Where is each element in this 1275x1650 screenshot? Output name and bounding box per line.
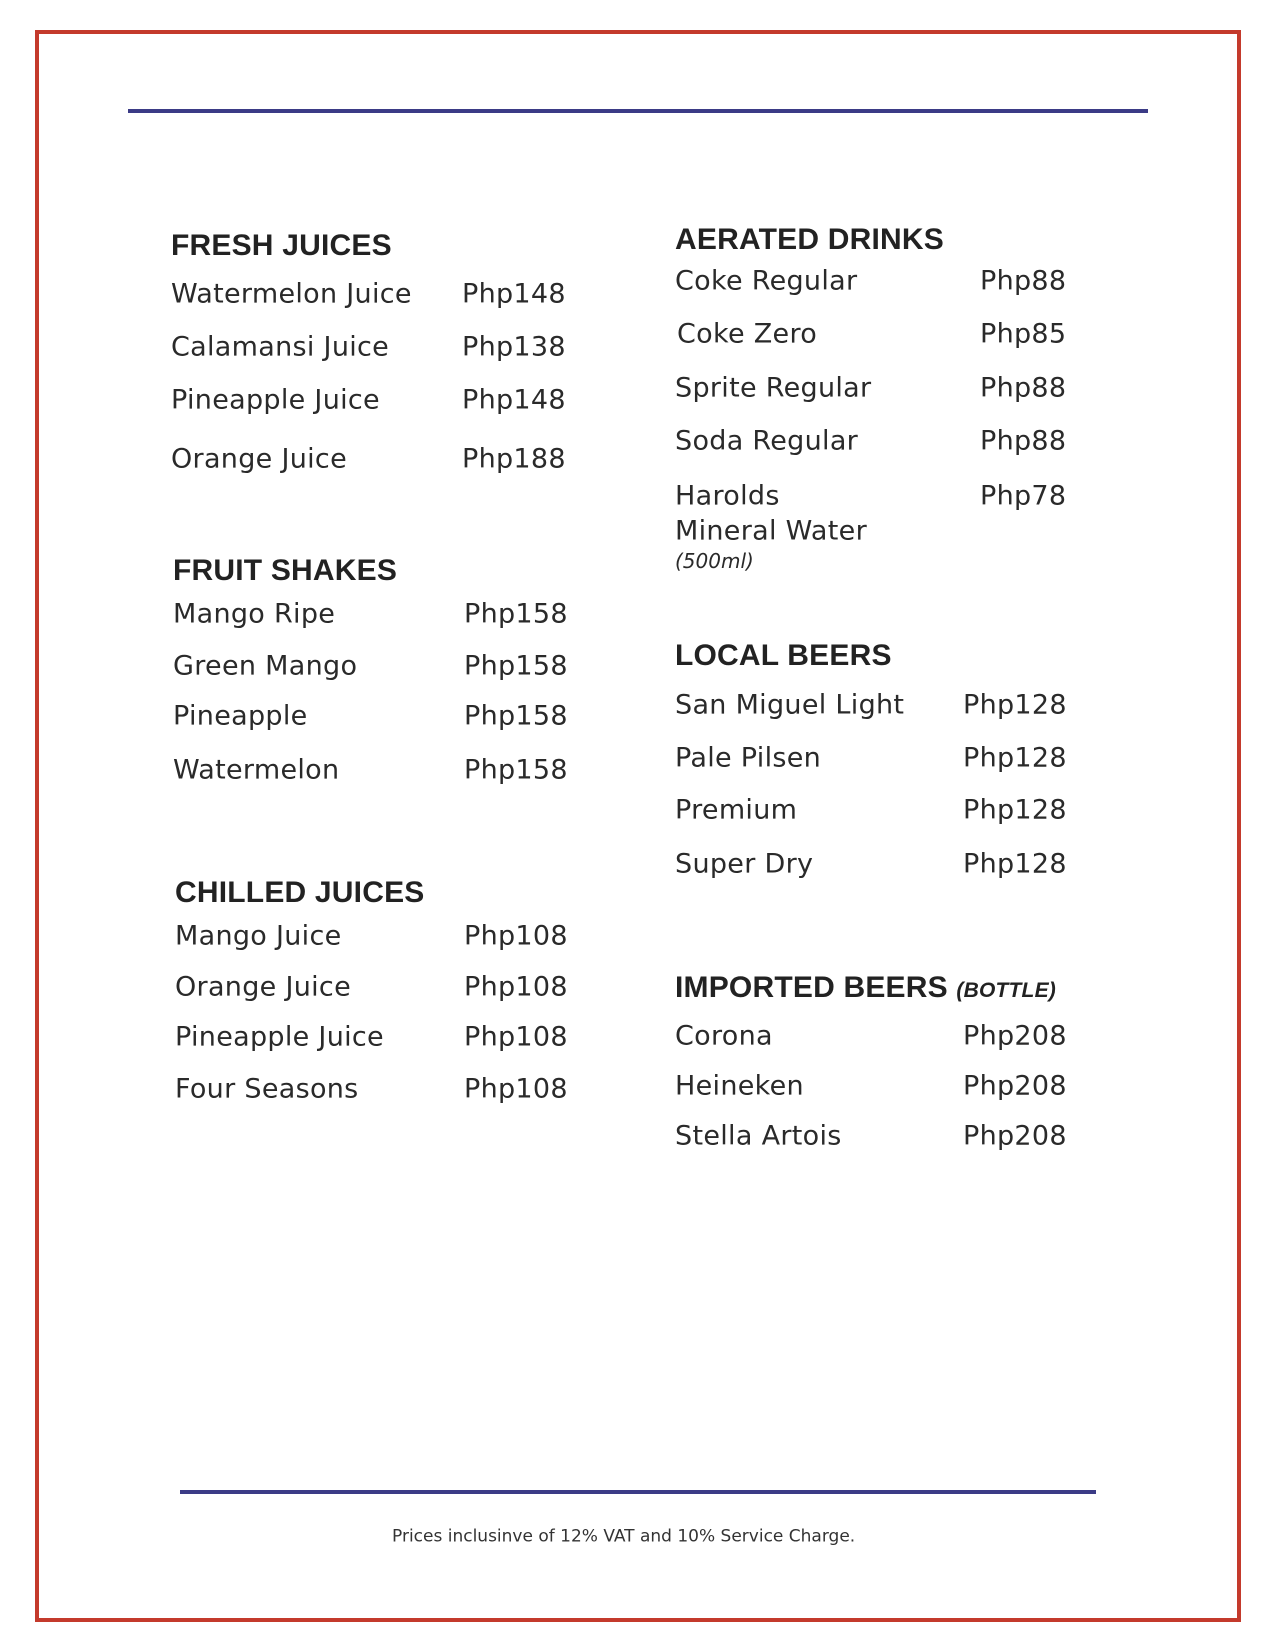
item-price: Php188	[462, 443, 566, 475]
item-price: Php108	[464, 1073, 568, 1105]
item-name: Mango Ripe	[173, 598, 336, 630]
item-name: Pineapple Juice	[171, 384, 380, 416]
item-name: Super Dry	[675, 848, 814, 880]
section-heading: FRUIT SHAKES	[173, 554, 398, 587]
item-name: Orange Juice	[175, 971, 351, 1003]
item-price: Php88	[980, 372, 1067, 404]
top-divider	[128, 109, 1148, 113]
item-price: Php128	[963, 848, 1067, 880]
item-name: Sprite Regular	[675, 372, 872, 404]
item-name: Watermelon	[173, 754, 340, 786]
item-price: Php158	[464, 754, 568, 786]
section-heading: CHILLED JUICES	[175, 876, 425, 909]
item-price: Php158	[464, 650, 568, 682]
item-name: Calamansi Juice	[171, 331, 390, 363]
item-price: Php208	[963, 1120, 1067, 1152]
item-name: Heineken	[675, 1070, 804, 1102]
item-name-line2: Mineral Water	[675, 515, 867, 547]
item-name: Premium	[675, 794, 798, 826]
item-price: Php78	[980, 480, 1067, 512]
item-name: Pale Pilsen	[675, 742, 822, 774]
item-price: Php148	[462, 384, 566, 416]
item-name: Orange Juice	[171, 443, 347, 475]
section-heading	[675, 973, 1056, 1003]
item-price: Php85	[980, 318, 1067, 350]
item-name: Watermelon Juice	[171, 278, 412, 310]
item-price: Php108	[464, 1021, 568, 1053]
item-name: Four Seasons	[175, 1073, 359, 1105]
item-name: Mango Juice	[175, 920, 342, 952]
item-price: Php88	[980, 425, 1067, 457]
item-name: Stella Artois	[675, 1120, 842, 1152]
item-price: Php88	[980, 265, 1067, 297]
item-name: Coke Regular	[675, 265, 858, 297]
item-price: Php108	[464, 920, 568, 952]
item-price: Php208	[963, 1020, 1067, 1052]
item-name: Harolds	[675, 480, 780, 512]
item-name: Coke Zero	[677, 318, 818, 350]
item-price: Php128	[963, 794, 1067, 826]
item-name: Pineapple	[173, 700, 308, 732]
item-price: Php158	[464, 598, 568, 630]
section-heading: FRESH JUICES	[171, 229, 392, 262]
item-price: Php138	[462, 331, 566, 363]
section-heading: LOCAL BEERS	[675, 639, 892, 672]
section-heading-text: IMPORTED BEERS	[675, 971, 948, 1004]
item-price: Php128	[963, 742, 1067, 774]
item-price: Php128	[963, 689, 1067, 721]
bottom-divider	[180, 1490, 1096, 1494]
item-name: Green Mango	[173, 650, 358, 682]
section-heading: AERATED DRINKS	[675, 223, 944, 256]
item-name: Soda Regular	[675, 425, 859, 457]
item-name: San Miguel Light	[675, 689, 905, 721]
item-price: Php158	[464, 700, 568, 732]
item-note: (500ml)	[675, 549, 754, 573]
item-price: Php148	[462, 278, 566, 310]
item-name: Corona	[675, 1020, 773, 1052]
section-heading-sub: (BOTTLE)	[956, 979, 1056, 1002]
item-name: Pineapple Juice	[175, 1021, 384, 1053]
footer-note: Prices inclusinve of 12% VAT and 10% Service Charge.	[392, 1526, 856, 1547]
item-price: Php208	[963, 1070, 1067, 1102]
item-price: Php108	[464, 971, 568, 1003]
